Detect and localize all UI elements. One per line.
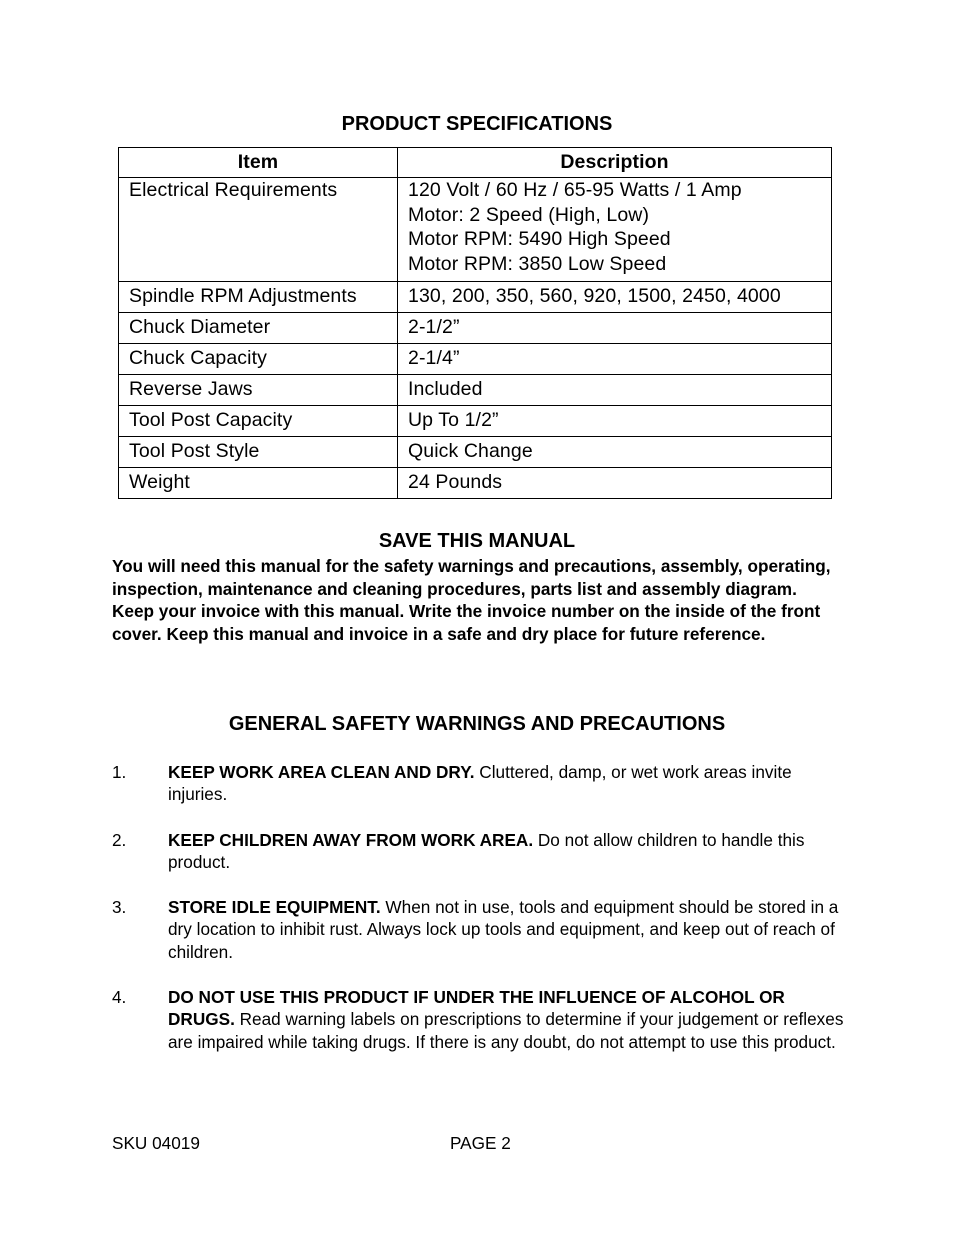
table-row	[119, 178, 832, 282]
spec-item: Tool Post Capacity	[119, 406, 398, 437]
spec-description: 130, 200, 350, 560, 920, 1500, 2450, 4000	[398, 282, 832, 313]
warning-text	[168, 896, 847, 963]
spec-item: Spindle RPM Adjustments	[119, 282, 398, 313]
warning-detail: When not in use, tools and equipment should be stored in a dry location to inhibit rust. Always lock up tools and equipment, and keep out of reach of children.	[168, 897, 839, 962]
spec-item: Electrical Requirements	[119, 178, 398, 282]
spec-item: Chuck Capacity	[119, 344, 398, 375]
table-row	[119, 375, 832, 406]
warning-detail: Read warning labels on prescriptions to determine if your judgement or reflexes are impaired while taking drugs. If there is any doubt, do not attempt to use this product.	[168, 1009, 844, 1052]
safety-warning-item	[112, 896, 847, 963]
spec-item: Chuck Diameter	[119, 313, 398, 344]
spec-description: 24 Pounds	[398, 468, 832, 499]
warning-number: 3.	[112, 897, 127, 917]
safety-warning-item	[112, 829, 847, 874]
warning-text	[168, 986, 847, 1053]
warning-lead: STORE IDLE EQUIPMENT.	[168, 897, 381, 917]
warning-text	[168, 829, 847, 874]
warning-detail: Do not allow children to handle this product.	[168, 830, 805, 873]
warning-lead: KEEP CHILDREN AWAY FROM WORK AREA.	[168, 830, 534, 850]
safety-warning-item	[112, 761, 847, 806]
item-column-header: Item	[119, 148, 398, 178]
spec-description: 2-1/4”	[398, 344, 832, 375]
save-manual-body: You will need this manual for the safety warnings and precautions, assembly, operating, inspection, maintenance and cleaning procedures, parts list and assembly diagram. Keep your invoice with this manual. Write the invoice number on the inside of the front cover. Keep this manual and invoice in a safe and dry place for future reference.	[112, 556, 831, 644]
table-row	[119, 344, 832, 375]
description-column-header: Description	[398, 148, 832, 178]
spec-description-line: Motor: 2 Speed (High, Low)	[408, 203, 650, 226]
warning-number: 2.	[112, 830, 127, 850]
warning-lead: KEEP WORK AREA CLEAN AND DRY.	[168, 762, 475, 782]
safety-warning-item	[112, 986, 847, 1053]
specifications-table	[118, 147, 832, 499]
spec-description-line: Motor RPM: 5490 High Speed	[408, 228, 671, 250]
warning-text	[168, 761, 847, 806]
table-row	[119, 468, 832, 499]
spec-description-line: Motor RPM: 3850 Low Speed	[408, 252, 667, 275]
spec-description-line: 120 Volt / 60 Hz / 65-95 Watts / 1 Amp	[408, 179, 742, 201]
spec-description: Up To 1/2”	[398, 406, 832, 437]
save-manual-title: SAVE THIS MANUAL	[378, 530, 576, 552]
table-row	[119, 437, 832, 468]
safety-warnings-title: GENERAL SAFETY WARNINGS AND PRECAUTIONS	[228, 713, 726, 735]
warning-number: 1.	[112, 762, 127, 782]
warning-number: 4.	[112, 987, 127, 1007]
spec-description: Quick Change	[398, 437, 832, 468]
spec-item: Weight	[119, 468, 398, 499]
spec-description: 2-1/2”	[398, 313, 832, 344]
footer-page-number: PAGE 2	[450, 1133, 511, 1153]
spec-description	[398, 178, 832, 282]
spec-item: Reverse Jaws	[119, 375, 398, 406]
table-row	[119, 313, 832, 344]
spec-item: Tool Post Style	[119, 437, 398, 468]
product-specifications-title: PRODUCT SPECIFICATIONS	[341, 113, 613, 135]
spec-description: Included	[398, 375, 832, 406]
table-row	[119, 282, 832, 313]
warning-detail: Cluttered, damp, or wet work areas invite injuries.	[168, 762, 792, 805]
table-row	[119, 406, 832, 437]
footer-sku: SKU 04019	[112, 1133, 200, 1153]
warning-lead: DO NOT USE THIS PRODUCT IF UNDER THE INFLUENCE OF ALCOHOL OR DRUGS.	[168, 987, 785, 1030]
table-header-row	[119, 148, 832, 178]
